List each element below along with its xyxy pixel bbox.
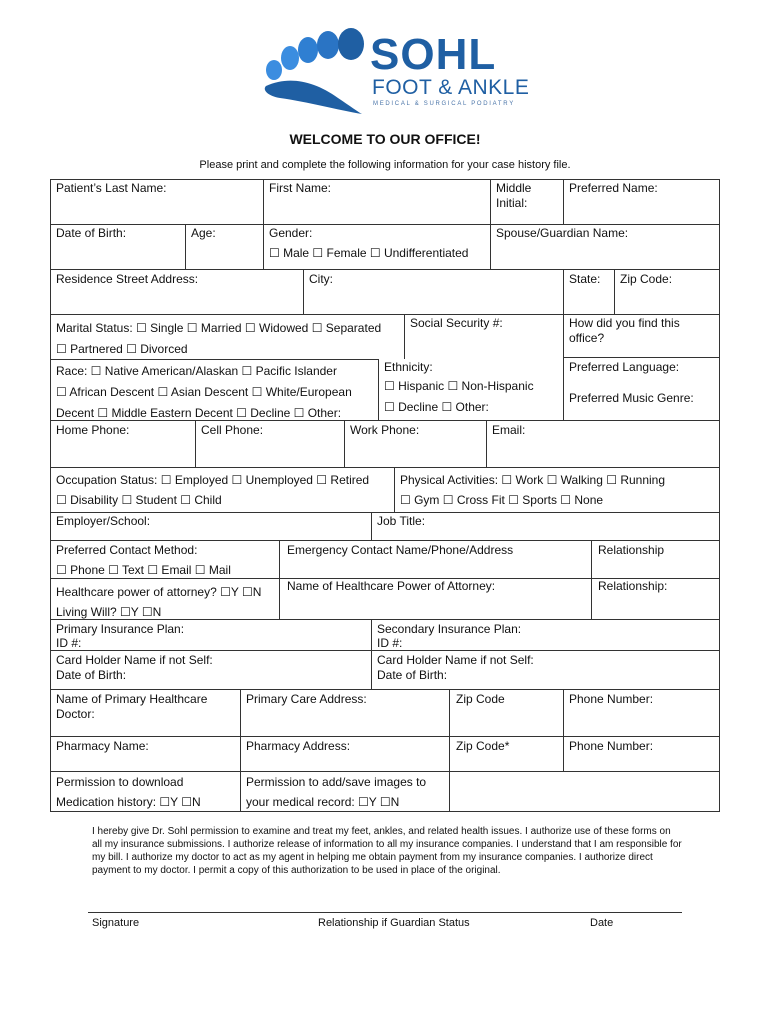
street-address-label: Residence Street Address: (56, 272, 199, 286)
work-phone-label: Work Phone: (350, 423, 420, 437)
secondary-insurance-label: Secondary Insurance Plan: (377, 622, 522, 636)
col-divider (394, 467, 395, 512)
ethnicity-options[interactable]: ☐ Hispanic ☐ Non-Hispanic (384, 379, 534, 393)
logo-line2: FOOT & ANKLE (372, 76, 530, 99)
job-title-label: Job Title: (377, 514, 426, 528)
gender-options[interactable]: ☐ Male ☐ Female ☐ Undifferentiated (269, 246, 469, 260)
marital-status-options-2[interactable]: ☐ Partnered ☐ Divorced (56, 342, 188, 356)
pharmacy-zip-label: Zip Code* (456, 739, 510, 753)
col-divider (240, 689, 241, 812)
images-permission-options[interactable]: your medical record: ☐Y ☐N (246, 795, 400, 809)
pharmacy-name-label: Pharmacy Name: (56, 739, 149, 753)
secondary-holder-dob-label: Date of Birth: (377, 668, 448, 682)
living-will-options[interactable]: Living Will? ☐Y ☐N (56, 605, 162, 619)
row-divider (50, 224, 720, 225)
signature-label: Signature (92, 917, 140, 929)
logo-name: SOHL (370, 30, 497, 79)
occupation-options-2[interactable]: ☐ Disability ☐ Student ☐ Child (56, 493, 222, 507)
row-divider (50, 512, 720, 513)
page-title: WELCOME TO OUR OFFICE! (289, 131, 481, 147)
activities-options[interactable]: Physical Activities: ☐ Work ☐ Walking ☐ Running (400, 473, 666, 487)
ssn-label: Social Security #: (410, 316, 503, 330)
guardian-relationship-label: Relationship if Guardian Status (318, 917, 470, 929)
col-divider (371, 512, 372, 540)
dob-label: Date of Birth: (56, 226, 127, 240)
primary-holder-dob-label: Date of Birth: (56, 668, 127, 682)
secondary-id-label: ID #: (377, 636, 403, 650)
foot-logo-icon (258, 28, 370, 116)
employer-label: Employer/School: (56, 514, 151, 528)
gender-label: Gender: (269, 226, 313, 240)
secondary-holder-label: Card Holder Name if not Self: (377, 653, 534, 667)
state-label: State: (569, 272, 601, 286)
col-divider (449, 689, 450, 771)
download-permission-options[interactable]: Medication history: ☐Y ☐N (56, 795, 201, 809)
col-divider (449, 771, 450, 812)
col-divider (279, 540, 280, 619)
col-divider (486, 420, 487, 467)
spouse-guardian-label: Spouse/Guardian Name: (496, 226, 629, 240)
col-divider (263, 224, 264, 269)
col-divider (404, 314, 405, 359)
race-options-3[interactable]: Decent ☐ Middle Eastern Decent ☐ Decline ☐ Other: (56, 406, 342, 420)
col-divider (614, 269, 615, 314)
date-label: Date (590, 917, 614, 929)
col-divider (490, 179, 491, 224)
download-permission-label: Permission to download (56, 775, 184, 789)
home-phone-label: Home Phone: (56, 423, 130, 437)
col-divider (195, 420, 196, 467)
race-options[interactable]: Race: ☐ Native American/Alaskan ☐ Pacific Islander (56, 364, 337, 378)
race-options-2[interactable]: ☐ African Descent ☐ Asian Descent ☐ White/European (56, 385, 352, 399)
emergency-contact-label: Emergency Contact Name/Phone/Address (287, 543, 514, 557)
middle-initial-label: Middle Initial: (496, 181, 532, 210)
pcp-name-label: Name of Primary Healthcare Doctor: (56, 692, 208, 721)
row-divider (50, 467, 720, 468)
how-found-label: How did you find this office? (569, 316, 680, 345)
signature-line[interactable] (88, 912, 682, 913)
primary-holder-label: Card Holder Name if not Self: (56, 653, 213, 667)
row-divider (50, 269, 720, 270)
col-divider (344, 420, 345, 467)
row-divider (50, 314, 720, 315)
last-name-label: Patient’s Last Name: (56, 181, 167, 195)
col-divider (185, 224, 186, 269)
primary-insurance-label: Primary Insurance Plan: (56, 622, 185, 636)
city-label: City: (309, 272, 333, 286)
page-subtitle: Please print and complete the following information for your case history file. (199, 159, 571, 171)
col-divider (371, 619, 372, 689)
ethnicity-label: Ethnicity: (384, 360, 433, 374)
contact-method-label: Preferred Contact Method: (56, 543, 198, 557)
images-permission-label: Permission to add/save images to (246, 775, 427, 789)
pcp-phone-label: Phone Number: (569, 692, 654, 706)
primary-id-label: ID #: (56, 636, 82, 650)
col-divider (591, 540, 592, 619)
pcp-address-label: Primary Care Address: (246, 692, 367, 706)
pcp-zip-label: Zip Code (456, 692, 505, 706)
pharmacy-phone-label: Phone Number: (569, 739, 654, 753)
poa-name-label: Name of Healthcare Power of Attorney: (287, 579, 496, 593)
col-divider (563, 689, 564, 771)
col-divider (303, 269, 304, 314)
col-divider (490, 224, 491, 269)
logo-line3: MEDICAL & SURGICAL PODIATRY (373, 101, 515, 107)
row-divider (50, 736, 720, 737)
col-divider (563, 269, 564, 314)
preferred-music-label: Preferred Music Genre: (569, 391, 694, 405)
row-divider (50, 540, 720, 541)
activities-options-2[interactable]: ☐ Gym ☐ Cross Fit ☐ Sports ☐ None (400, 493, 604, 507)
ethnicity-options-2[interactable]: ☐ Decline ☐ Other: (384, 400, 489, 414)
col-divider (263, 179, 264, 224)
authorization-text: I hereby give Dr. Sohl permission to examine and treat my feet, ankles, and related health issues. I authorize use of these forms on all my insurance submissions. I authorize release of information to all my insurance companies. I understand that I am responsible for my bill. I authorize my doctor to act as my agent in helping me obtain payment from my insurance companies. I authorize direct payment to my doctor. I permit a copy of this authorization to be used in place of the original. (92, 826, 682, 876)
first-name-label: First Name: (269, 181, 332, 195)
pharmacy-address-label: Pharmacy Address: (246, 739, 351, 753)
preferred-language-label: Preferred Language: (569, 360, 680, 374)
col-divider (563, 179, 564, 224)
relationship-label: Relationship (598, 543, 665, 557)
col-divider (563, 314, 564, 420)
age-label: Age: (191, 226, 216, 240)
poa-options[interactable]: Healthcare power of attorney? ☐Y ☐N (56, 585, 262, 599)
row-divider (563, 357, 720, 358)
occupation-options[interactable]: Occupation Status: ☐ Employed ☐ Unemployed ☐ Retired (56, 473, 370, 487)
row-divider (50, 359, 378, 360)
row-divider (50, 771, 720, 772)
row-divider (50, 689, 720, 690)
zip-code-label: Zip Code: (620, 272, 673, 286)
preferred-name-label: Preferred Name: (569, 181, 658, 195)
relationship-label-2: Relationship: (598, 579, 668, 593)
email-label: Email: (492, 423, 526, 437)
col-divider (378, 359, 379, 420)
marital-status-options[interactable]: Marital Status: ☐ Single ☐ Married ☐ Widowed ☐ Separated (56, 321, 382, 335)
contact-method-options[interactable]: ☐ Phone ☐ Text ☐ Email ☐ Mail (56, 563, 231, 577)
cell-phone-label: Cell Phone: (201, 423, 264, 437)
